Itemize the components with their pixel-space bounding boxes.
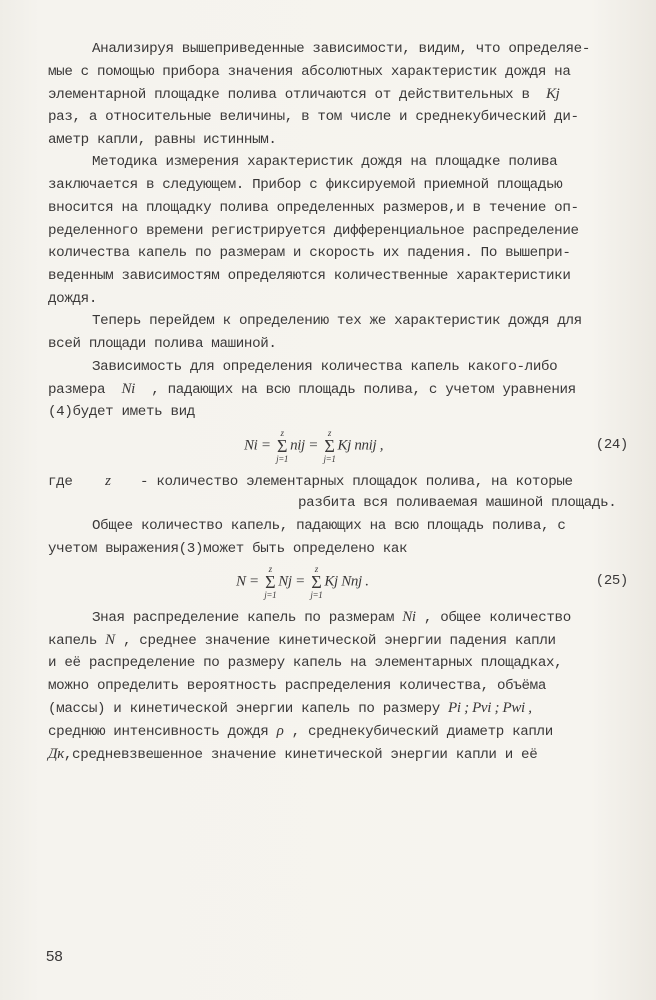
text-line: Общее количество капель, падающих на всю площадь полива, с: [92, 518, 566, 535]
text-line: Методика измерения характеристик дождя на площадке полива: [92, 154, 558, 171]
sum-lower-limit: j=1: [264, 590, 277, 601]
sum-lower-limit: j=1: [323, 453, 336, 464]
formula-term: Kj nnij ,: [337, 437, 384, 454]
text-fragment: , общее количество: [423, 610, 571, 627]
text-line: учетом выражения(3)может быть определено как: [48, 540, 408, 557]
text-line: раз, а относительные величины, в том числе и среднекубический ди-: [48, 109, 579, 126]
sum-upper-limit: z: [314, 564, 318, 575]
text-line: [48, 470, 638, 493]
text-line: Анализируя вышеприведенные зависимости, видим, что определяе-: [92, 41, 590, 57]
math-symbol: Pi ; Pvi ; Pwi ,: [448, 700, 532, 717]
text-fragment: элементарной площадке полива отличаются от действительных в: [48, 87, 530, 104]
text-line: можно определить вероятность распределения количества, объёма: [48, 677, 546, 694]
equation-25: [48, 560, 638, 606]
text-fragment: , среднее значение кинетической энергии падения капли: [122, 633, 556, 650]
text-line: аметр капли, равны истинным.: [48, 131, 277, 148]
equation-24: [48, 424, 638, 470]
text-line: дождя.: [48, 290, 97, 307]
sum-symbol: z Σ j=1: [323, 427, 336, 464]
sum-symbol: z Σ j=1: [310, 564, 323, 601]
where-word: где: [48, 473, 73, 490]
math-symbol: N: [105, 632, 115, 649]
text-fragment: Зная распределение капель по размерам: [92, 610, 395, 627]
math-symbol: Ni: [121, 381, 135, 398]
text-line: [48, 83, 638, 106]
text-fragment: , среднекубический диаметр капли: [291, 723, 553, 740]
text-line: вносится на площадку полива определенных размеров,и в течение оп-: [48, 199, 579, 216]
math-symbol: z: [105, 472, 111, 489]
where-label: [48, 470, 140, 494]
text-line: количества капель по размерам и скорость их падения. По вышепри-: [48, 245, 571, 262]
sum-lower-limit: j=1: [310, 590, 323, 601]
formula-lhs: Ni: [244, 437, 258, 454]
text-line: (4)будет иметь вид: [48, 404, 195, 420]
text-line: [48, 378, 638, 401]
text-fragment: среднюю интенсивность дождя: [48, 723, 269, 740]
math-symbol: Дк: [48, 745, 64, 762]
text-line: всей площади полива машиной.: [48, 335, 277, 352]
sum-symbol: z Σ j=1: [276, 427, 289, 464]
sum-symbol: z Σ j=1: [264, 564, 277, 601]
text-line: [48, 720, 638, 743]
page-number: 58: [46, 948, 63, 965]
text-fragment: (массы) и кинетической энергии капель по размеру: [48, 701, 440, 718]
formula: Ni = z Σ j=1 nij = z Σ j=1 Kj nnij ,: [244, 427, 384, 464]
text-fragment: - количество элементарных площадок полива, на которые: [140, 473, 573, 490]
equation-number: (25): [595, 573, 628, 590]
text-line: [48, 629, 638, 652]
text-line: [48, 606, 638, 629]
text-fragment: ,средневзвешенное значение кинетической энергии капли и её: [63, 746, 538, 763]
text-fragment: , падающих на всю площадь полива, с учетом уравнения: [151, 382, 576, 399]
formula-term: Kj Nnj .: [324, 573, 369, 590]
text-line: веденным зависимостям определяются количественные характеристики: [48, 267, 571, 284]
formula-lhs: N: [236, 573, 246, 590]
body-text: [48, 38, 638, 765]
math-symbol: ρ: [276, 722, 284, 739]
equation-number: (24): [595, 436, 628, 453]
sum-lower-limit: j=1: [276, 453, 289, 464]
math-symbol: Ni: [402, 609, 416, 626]
math-symbol: Kj: [546, 86, 560, 103]
formula-term: Nj: [278, 573, 292, 590]
text-line: Зависимость для определения количества капель какого-либо: [92, 358, 558, 375]
text-fragment: размера: [48, 382, 106, 399]
sum-upper-limit: z: [327, 427, 332, 438]
text-fragment: капель: [48, 633, 97, 650]
formula-term: nij: [290, 437, 305, 454]
text-line: ределенного времени регистрируется дифференциальное распределение: [48, 222, 579, 239]
text-line: Теперь перейдем к определению тех же характеристик дождя для: [92, 313, 582, 330]
text-line: и её распределение по размеру капель на элементарных площадках,: [48, 654, 563, 671]
sum-upper-limit: z: [280, 427, 284, 438]
text-line: разбита вся поливаемая машиной площадь.: [298, 495, 617, 512]
text-line: [48, 743, 638, 766]
text-line: заключается в следующем. Прибор с фиксируемой приемной площадью: [48, 177, 563, 194]
sum-upper-limit: z: [268, 564, 272, 575]
text-line: мые с помощью прибора значения абсолютных характеристик дождя на: [48, 63, 571, 80]
formula: N = z Σ j=1 Nj = z Σ j=1 Kj Nnj .: [236, 564, 369, 601]
text-line: [48, 697, 638, 720]
